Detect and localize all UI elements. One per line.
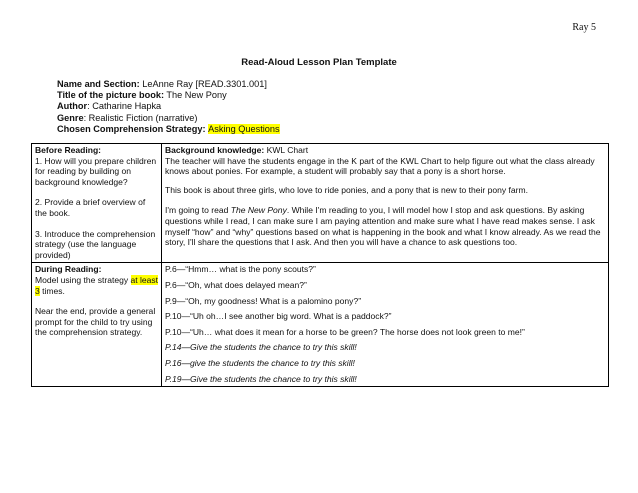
before-reading-heading: Before Reading: bbox=[35, 145, 102, 155]
modeled-question: P.10—“Uh… what does it mean for a horse to be green? The horse does not look green to me!” bbox=[165, 326, 525, 337]
before-reading-row bbox=[32, 144, 609, 263]
during-reading-heading: During Reading: bbox=[35, 264, 102, 275]
background-knowledge: Background knowledge: KWL Chart bbox=[165, 145, 309, 155]
document-title: Read-Aloud Lesson Plan Template bbox=[241, 57, 397, 68]
during-reading-response bbox=[162, 263, 609, 387]
book-overview: This book is about three girls, who love to ride ponies, and a pony that is new to their pony farm. bbox=[165, 184, 528, 195]
modeled-question: P.9—“Oh, my goodness! What is a palomino pony?” bbox=[165, 295, 362, 306]
before-item-2: 2. Provide a brief overview of the book. bbox=[35, 197, 146, 218]
lesson-meta bbox=[57, 79, 280, 135]
during-instruction-1: Model using the strategy at least 3 times. bbox=[35, 274, 159, 296]
during-instruction-2: Near the end, provide a general prompt for the child to try using the comprehension strategy. bbox=[35, 306, 156, 338]
modeled-question: P.6—“Oh, what does delayed mean?” bbox=[165, 279, 307, 290]
at-least-3-highlight: at least 3 bbox=[35, 274, 159, 296]
strategy-introduction: I'm going to read The New Pony. While I'm reading to you, I will model how I stop and ask questions. By asking questions while I read, I can make sure I am paying attention and make sure what I have read makes sense. I ask myself “how” and “why” questions based on what is happening in the book and what I know already. As we read the story, I'll share the questions that I ask. And then you will have a chance to ask questions too. bbox=[165, 205, 601, 248]
during-reading-row bbox=[32, 263, 609, 387]
student-prompt: P.16—give the students the chance to try this skill! bbox=[165, 357, 355, 368]
genre-line: Genre: Realistic Fiction (narrative) bbox=[57, 112, 198, 123]
author-line: Author: Catharine Hapka bbox=[57, 101, 162, 112]
before-item-3: 3. Introduce the comprehension strategy (use the language provided) bbox=[35, 228, 156, 260]
during-reading-instructions bbox=[32, 263, 162, 387]
strategy-highlight: Asking Questions bbox=[208, 123, 280, 134]
page-number: Ray 5 bbox=[572, 22, 596, 33]
book-title-line: Title of the picture book: The New Pony bbox=[57, 90, 227, 101]
before-reading-response bbox=[162, 144, 609, 263]
lesson-plan-table bbox=[31, 143, 609, 387]
strategy-line: Chosen Comprehension Strategy: Asking Questions bbox=[57, 123, 280, 134]
background-text: The teacher will have the students engage in the K part of the KWL Chart to help figure out what the class already knows about ponies. For example, a student will probably say that a pony is a short horse. bbox=[165, 155, 595, 177]
modeled-question: P.6—“Hmm… what is the pony scouts?” bbox=[165, 264, 316, 275]
before-item-1: 1. How will you prepare children for reading by building on background knowledge? bbox=[35, 155, 157, 187]
student-prompt: P.19—Give the students the chance to try this skill! bbox=[165, 373, 357, 384]
modeled-question: P.10—“Uh oh…I see another big word. What is a paddock?” bbox=[165, 311, 392, 322]
before-reading-instructions bbox=[32, 144, 162, 263]
student-prompt: P.14—Give the students the chance to try this skill! bbox=[165, 342, 357, 353]
name-section-line: Name and Section: LeAnne Ray [READ.3301.001] bbox=[57, 79, 267, 89]
